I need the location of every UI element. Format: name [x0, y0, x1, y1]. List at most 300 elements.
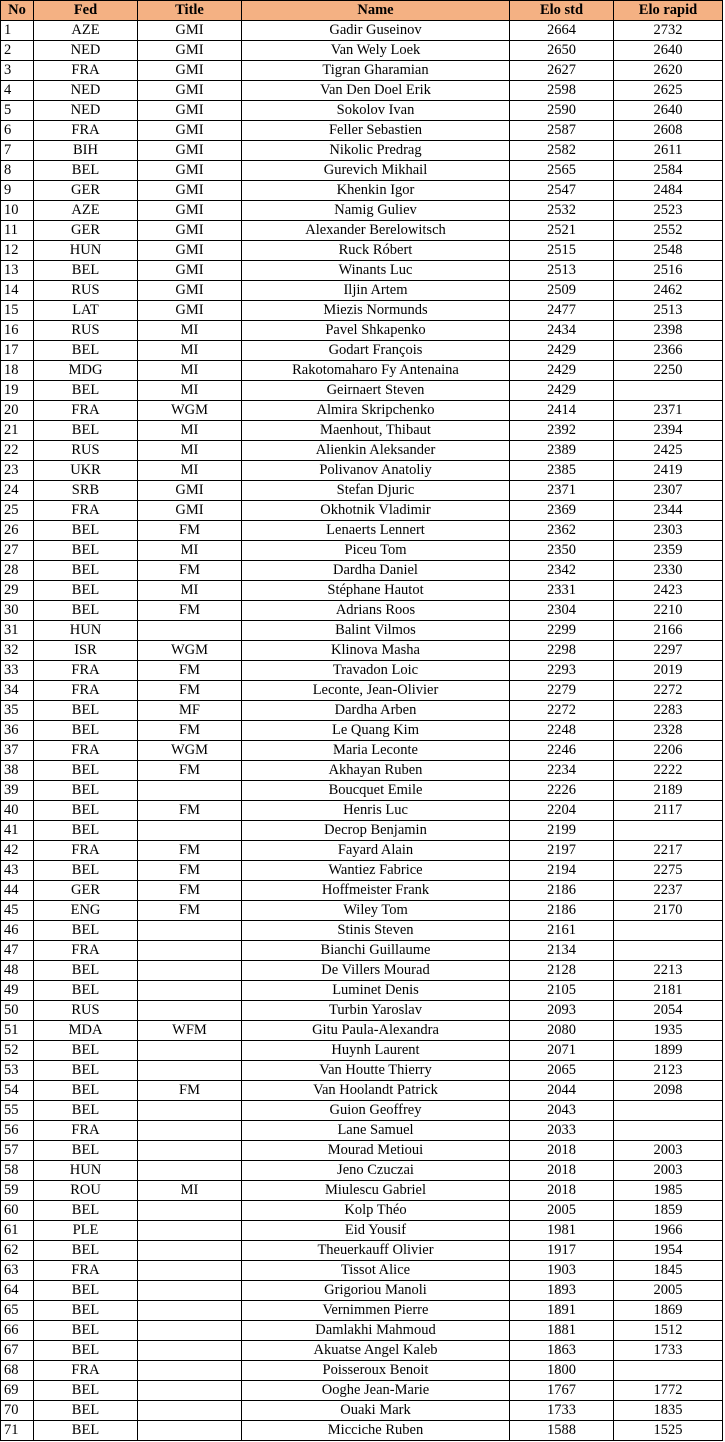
cell-elo-std: 2598 [510, 81, 614, 101]
cell-fed: BEL [34, 1321, 138, 1341]
cell-elo-rapid: 2732 [614, 21, 723, 41]
cell-name: Gadir Guseinov [242, 21, 510, 41]
cell-elo-std: 2204 [510, 801, 614, 821]
cell-fed: BEL [34, 721, 138, 741]
cell-title: GMI [138, 141, 242, 161]
cell-elo-std: 2186 [510, 881, 614, 901]
cell-title: MI [138, 581, 242, 601]
header-title: Title [138, 1, 242, 21]
cell-elo-rapid: 2344 [614, 501, 723, 521]
cell-no: 7 [1, 141, 34, 161]
cell-name: Micciche Ruben [242, 1421, 510, 1441]
cell-name: Okhotnik Vladimir [242, 501, 510, 521]
cell-title [138, 961, 242, 981]
cell-title: FM [138, 801, 242, 821]
cell-fed: BEL [34, 1401, 138, 1421]
cell-elo-rapid: 2117 [614, 801, 723, 821]
cell-elo-rapid: 1835 [614, 1401, 723, 1421]
cell-title: FM [138, 661, 242, 681]
cell-name: Akhayan Ruben [242, 761, 510, 781]
cell-title [138, 1321, 242, 1341]
cell-title: GMI [138, 221, 242, 241]
cell-fed: UKR [34, 461, 138, 481]
cell-no: 23 [1, 461, 34, 481]
cell-name: Vernimmen Pierre [242, 1301, 510, 1321]
table-row [1, 1181, 723, 1201]
cell-name: Adrians Roos [242, 601, 510, 621]
table-row [1, 561, 723, 581]
cell-title: GMI [138, 261, 242, 281]
cell-elo-std: 1917 [510, 1241, 614, 1261]
cell-fed: BEL [34, 761, 138, 781]
cell-no: 31 [1, 621, 34, 641]
cell-name: Van Wely Loek [242, 41, 510, 61]
cell-fed: NED [34, 41, 138, 61]
cell-no: 50 [1, 1001, 34, 1021]
cell-no: 3 [1, 61, 34, 81]
cell-fed: RUS [34, 441, 138, 461]
cell-no: 47 [1, 941, 34, 961]
cell-fed: BEL [34, 341, 138, 361]
table-row [1, 1041, 723, 1061]
cell-title [138, 981, 242, 1001]
cell-title: MI [138, 541, 242, 561]
cell-title [138, 1261, 242, 1281]
table-row [1, 421, 723, 441]
cell-elo-rapid: 2523 [614, 201, 723, 221]
cell-elo-std: 1981 [510, 1221, 614, 1241]
table-row [1, 1281, 723, 1301]
cell-elo-rapid: 2425 [614, 441, 723, 461]
cell-no: 51 [1, 1021, 34, 1041]
cell-elo-std: 2279 [510, 681, 614, 701]
cell-elo-std: 1767 [510, 1381, 614, 1401]
cell-fed: NED [34, 81, 138, 101]
cell-name: Klinova Masha [242, 641, 510, 661]
cell-title: GMI [138, 101, 242, 121]
cell-elo-rapid: 2166 [614, 621, 723, 641]
cell-name: Rakotomaharo Fy Antenaina [242, 361, 510, 381]
header-elo-rapid: Elo rapid [614, 1, 723, 21]
cell-no: 9 [1, 181, 34, 201]
cell-elo-std: 1893 [510, 1281, 614, 1301]
cell-name: Sokolov Ivan [242, 101, 510, 121]
table-row [1, 601, 723, 621]
cell-elo-rapid: 2170 [614, 901, 723, 921]
cell-elo-std: 2385 [510, 461, 614, 481]
cell-elo-std: 2071 [510, 1041, 614, 1061]
cell-title [138, 1381, 242, 1401]
cell-elo-std: 2080 [510, 1021, 614, 1041]
cell-fed: BEL [34, 961, 138, 981]
cell-no: 32 [1, 641, 34, 661]
table-row [1, 841, 723, 861]
table-row [1, 1361, 723, 1381]
cell-fed: FRA [34, 661, 138, 681]
cell-name: Huynh Laurent [242, 1041, 510, 1061]
cell-name: Maria Leconte [242, 741, 510, 761]
cell-title [138, 821, 242, 841]
cell-name: Miulescu Gabriel [242, 1181, 510, 1201]
cell-elo-rapid: 2005 [614, 1281, 723, 1301]
cell-fed: MDG [34, 361, 138, 381]
cell-name: Van Houtte Thierry [242, 1061, 510, 1081]
cell-name: Hoffmeister Frank [242, 881, 510, 901]
cell-elo-std: 2105 [510, 981, 614, 1001]
cell-elo-std: 1903 [510, 1261, 614, 1281]
cell-elo-rapid: 2584 [614, 161, 723, 181]
cell-title [138, 1281, 242, 1301]
cell-name: Guion Geoffrey [242, 1101, 510, 1121]
cell-name: Lane Samuel [242, 1121, 510, 1141]
cell-fed: PLE [34, 1221, 138, 1241]
cell-fed: BEL [34, 781, 138, 801]
cell-elo-rapid: 2640 [614, 101, 723, 121]
cell-elo-std: 2582 [510, 141, 614, 161]
cell-elo-std: 2033 [510, 1121, 614, 1141]
cell-fed: BEL [34, 1421, 138, 1441]
cell-elo-rapid: 2548 [614, 241, 723, 261]
table-row [1, 961, 723, 981]
cell-elo-rapid: 2398 [614, 321, 723, 341]
cell-title: WGM [138, 741, 242, 761]
table-row [1, 221, 723, 241]
cell-name: Godart François [242, 341, 510, 361]
cell-fed: FRA [34, 681, 138, 701]
cell-elo-std: 2043 [510, 1101, 614, 1121]
cell-elo-std: 2246 [510, 741, 614, 761]
cell-elo-rapid: 2303 [614, 521, 723, 541]
table-row [1, 441, 723, 461]
cell-elo-std: 2018 [510, 1161, 614, 1181]
cell-fed: BEL [34, 1141, 138, 1161]
cell-no: 68 [1, 1361, 34, 1381]
table-row [1, 821, 723, 841]
cell-title: MI [138, 341, 242, 361]
cell-name: Pavel Shkapenko [242, 321, 510, 341]
cell-name: Wantiez Fabrice [242, 861, 510, 881]
cell-no: 8 [1, 161, 34, 181]
cell-title: MI [138, 321, 242, 341]
table-row [1, 981, 723, 1001]
cell-title: MI [138, 421, 242, 441]
cell-name: Dardha Arben [242, 701, 510, 721]
cell-elo-std: 2128 [510, 961, 614, 981]
cell-fed: HUN [34, 241, 138, 261]
cell-no: 38 [1, 761, 34, 781]
cell-elo-rapid [614, 821, 723, 841]
table-row [1, 861, 723, 881]
cell-no: 55 [1, 1101, 34, 1121]
cell-elo-std: 2304 [510, 601, 614, 621]
cell-no: 16 [1, 321, 34, 341]
cell-title: GMI [138, 281, 242, 301]
cell-fed: BEL [34, 1341, 138, 1361]
cell-name: Tigran Gharamian [242, 61, 510, 81]
table-row [1, 61, 723, 81]
cell-elo-rapid: 2206 [614, 741, 723, 761]
table-body [1, 21, 723, 1441]
cell-title: FM [138, 681, 242, 701]
cell-no: 54 [1, 1081, 34, 1101]
table-row [1, 201, 723, 221]
cell-fed: BEL [34, 541, 138, 561]
cell-name: Van Hoolandt Patrick [242, 1081, 510, 1101]
cell-no: 26 [1, 521, 34, 541]
cell-elo-rapid: 2423 [614, 581, 723, 601]
cell-elo-std: 2664 [510, 21, 614, 41]
cell-title: GMI [138, 81, 242, 101]
table-row [1, 1341, 723, 1361]
cell-elo-rapid: 2054 [614, 1001, 723, 1021]
cell-elo-std: 1800 [510, 1361, 614, 1381]
cell-elo-std: 2248 [510, 721, 614, 741]
header-no: No [1, 1, 34, 21]
cell-elo-rapid: 2394 [614, 421, 723, 441]
cell-no: 27 [1, 541, 34, 561]
table-row [1, 81, 723, 101]
cell-fed: ENG [34, 901, 138, 921]
cell-elo-rapid: 2552 [614, 221, 723, 241]
cell-elo-rapid: 1985 [614, 1181, 723, 1201]
cell-title: FM [138, 721, 242, 741]
cell-title [138, 1101, 242, 1121]
cell-elo-rapid: 1869 [614, 1301, 723, 1321]
cell-no: 52 [1, 1041, 34, 1061]
cell-fed: BEL [34, 1081, 138, 1101]
cell-name: Alienkin Aleksander [242, 441, 510, 461]
cell-fed: BEL [34, 261, 138, 281]
table-row [1, 641, 723, 661]
cell-name: Ruck Róbert [242, 241, 510, 261]
table-row [1, 901, 723, 921]
cell-no: 66 [1, 1321, 34, 1341]
cell-elo-rapid [614, 1121, 723, 1141]
cell-no: 56 [1, 1121, 34, 1141]
cell-elo-rapid: 2328 [614, 721, 723, 741]
cell-elo-rapid: 1966 [614, 1221, 723, 1241]
cell-name: Ouaki Mark [242, 1401, 510, 1421]
cell-no: 64 [1, 1281, 34, 1301]
table-row [1, 241, 723, 261]
cell-fed: BEL [34, 701, 138, 721]
table-row [1, 1221, 723, 1241]
cell-elo-rapid: 2620 [614, 61, 723, 81]
cell-name: Eid Yousif [242, 1221, 510, 1241]
table-row [1, 401, 723, 421]
cell-elo-std: 2627 [510, 61, 614, 81]
cell-elo-std: 2521 [510, 221, 614, 241]
cell-fed: BEL [34, 981, 138, 1001]
cell-title: GMI [138, 481, 242, 501]
cell-elo-std: 2199 [510, 821, 614, 841]
cell-elo-std: 2093 [510, 1001, 614, 1021]
cell-fed: SRB [34, 481, 138, 501]
cell-title: MI [138, 441, 242, 461]
table-row [1, 501, 723, 521]
cell-name: Damlakhi Mahmoud [242, 1321, 510, 1341]
cell-name: Wiley Tom [242, 901, 510, 921]
cell-title: GMI [138, 21, 242, 41]
table-row [1, 661, 723, 681]
cell-title: GMI [138, 41, 242, 61]
cell-title [138, 1161, 242, 1181]
cell-elo-std: 2298 [510, 641, 614, 661]
cell-title: GMI [138, 201, 242, 221]
cell-title: MF [138, 701, 242, 721]
cell-elo-std: 2272 [510, 701, 614, 721]
cell-elo-rapid [614, 941, 723, 961]
cell-name: Alexander Berelowitsch [242, 221, 510, 241]
cell-fed: GER [34, 881, 138, 901]
cell-no: 36 [1, 721, 34, 741]
cell-title: MI [138, 381, 242, 401]
cell-elo-std: 1891 [510, 1301, 614, 1321]
header-row [1, 1, 723, 21]
cell-fed: HUN [34, 621, 138, 641]
cell-fed: BEL [34, 581, 138, 601]
table-row [1, 541, 723, 561]
cell-fed: MDA [34, 1021, 138, 1041]
cell-name: Stéphane Hautot [242, 581, 510, 601]
cell-title: MI [138, 361, 242, 381]
cell-fed: ROU [34, 1181, 138, 1201]
cell-elo-rapid: 2608 [614, 121, 723, 141]
cell-elo-rapid: 1859 [614, 1201, 723, 1221]
cell-fed: NED [34, 101, 138, 121]
cell-title [138, 921, 242, 941]
cell-no: 20 [1, 401, 34, 421]
cell-no: 22 [1, 441, 34, 461]
cell-fed: FRA [34, 741, 138, 761]
cell-name: Bianchi Guillaume [242, 941, 510, 961]
table-row [1, 1421, 723, 1441]
table-row [1, 261, 723, 281]
cell-name: Leconte, Jean-Olivier [242, 681, 510, 701]
table-row [1, 21, 723, 41]
cell-fed: FRA [34, 1361, 138, 1381]
cell-no: 24 [1, 481, 34, 501]
cell-name: Jeno Czuczai [242, 1161, 510, 1181]
cell-no: 34 [1, 681, 34, 701]
cell-elo-std: 2587 [510, 121, 614, 141]
cell-fed: LAT [34, 301, 138, 321]
cell-name: Miezis Normunds [242, 301, 510, 321]
cell-fed: BEL [34, 861, 138, 881]
cell-no: 5 [1, 101, 34, 121]
cell-name: Travadon Loic [242, 661, 510, 681]
cell-elo-rapid: 2250 [614, 361, 723, 381]
cell-elo-rapid: 2371 [614, 401, 723, 421]
cell-elo-std: 2342 [510, 561, 614, 581]
cell-elo-std: 2018 [510, 1181, 614, 1201]
cell-name: Stefan Djuric [242, 481, 510, 501]
cell-title: FM [138, 861, 242, 881]
cell-name: Namig Guliev [242, 201, 510, 221]
table-row [1, 721, 723, 741]
cell-fed: BEL [34, 1101, 138, 1121]
cell-elo-std: 2650 [510, 41, 614, 61]
cell-title [138, 1041, 242, 1061]
cell-title: FM [138, 561, 242, 581]
cell-fed: BEL [34, 821, 138, 841]
cell-fed: FRA [34, 401, 138, 421]
cell-elo-std: 2350 [510, 541, 614, 561]
cell-fed: BEL [34, 1381, 138, 1401]
cell-no: 44 [1, 881, 34, 901]
cell-elo-rapid: 2275 [614, 861, 723, 881]
cell-no: 35 [1, 701, 34, 721]
cell-title [138, 1421, 242, 1441]
cell-no: 39 [1, 781, 34, 801]
cell-title: WGM [138, 641, 242, 661]
cell-fed: AZE [34, 21, 138, 41]
cell-no: 15 [1, 301, 34, 321]
table-row [1, 1001, 723, 1021]
cell-elo-std: 1863 [510, 1341, 614, 1361]
cell-elo-std: 2515 [510, 241, 614, 261]
cell-no: 14 [1, 281, 34, 301]
cell-elo-rapid: 2484 [614, 181, 723, 201]
cell-no: 65 [1, 1301, 34, 1321]
table-row [1, 921, 723, 941]
cell-no: 6 [1, 121, 34, 141]
cell-name: Van Den Doel Erik [242, 81, 510, 101]
cell-fed: BEL [34, 1301, 138, 1321]
cell-no: 42 [1, 841, 34, 861]
cell-no: 53 [1, 1061, 34, 1081]
cell-title: FM [138, 521, 242, 541]
table-row [1, 1141, 723, 1161]
cell-elo-rapid: 2640 [614, 41, 723, 61]
table-row [1, 1121, 723, 1141]
cell-no: 46 [1, 921, 34, 941]
cell-no: 70 [1, 1401, 34, 1421]
cell-title [138, 621, 242, 641]
cell-title: GMI [138, 121, 242, 141]
table-row [1, 381, 723, 401]
cell-elo-rapid [614, 1101, 723, 1121]
cell-elo-std: 1588 [510, 1421, 614, 1441]
cell-no: 59 [1, 1181, 34, 1201]
cell-elo-rapid: 2213 [614, 961, 723, 981]
cell-fed: FRA [34, 501, 138, 521]
cell-title: WGM [138, 401, 242, 421]
cell-elo-rapid: 2359 [614, 541, 723, 561]
cell-elo-std: 2194 [510, 861, 614, 881]
cell-fed: FRA [34, 1261, 138, 1281]
table-row [1, 581, 723, 601]
cell-title [138, 781, 242, 801]
cell-fed: GER [34, 181, 138, 201]
cell-name: Henris Luc [242, 801, 510, 821]
table-row [1, 121, 723, 141]
cell-fed: BEL [34, 1281, 138, 1301]
cell-elo-rapid: 1954 [614, 1241, 723, 1261]
cell-fed: BEL [34, 561, 138, 581]
table-row [1, 341, 723, 361]
cell-elo-std: 2018 [510, 1141, 614, 1161]
cell-elo-std: 2226 [510, 781, 614, 801]
cell-no: 37 [1, 741, 34, 761]
cell-no: 67 [1, 1341, 34, 1361]
cell-no: 43 [1, 861, 34, 881]
cell-elo-rapid: 2123 [614, 1061, 723, 1081]
cell-elo-rapid [614, 381, 723, 401]
cell-title: FM [138, 881, 242, 901]
cell-elo-rapid: 1772 [614, 1381, 723, 1401]
cell-no: 18 [1, 361, 34, 381]
